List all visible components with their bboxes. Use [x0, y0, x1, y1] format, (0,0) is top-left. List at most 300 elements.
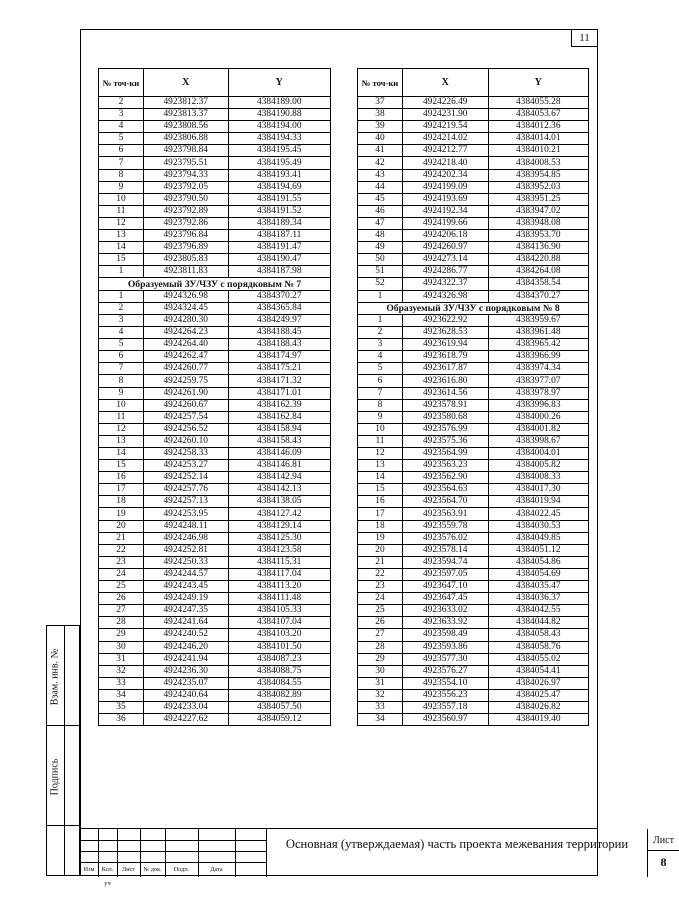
table-row: [358, 496, 589, 508]
x-cell: 4924236.30: [143, 665, 228, 677]
x-cell: 4923578.14: [402, 544, 488, 556]
y-cell: 4384162.84: [228, 411, 330, 423]
point-number-cell: 41: [358, 145, 403, 157]
table-row: [99, 653, 331, 665]
table-row: [358, 351, 589, 363]
point-number-cell: 29: [99, 629, 144, 641]
x-cell: 4923792.86: [143, 217, 228, 229]
point-number-cell: 7: [99, 157, 144, 169]
point-number-cell: 7: [99, 363, 144, 375]
y-cell: 4384220.88: [488, 254, 588, 266]
table-row: [358, 653, 589, 665]
table-row: [99, 641, 331, 653]
x-cell: 4923796.89: [143, 242, 228, 254]
point-number-cell: 26: [99, 593, 144, 605]
y-cell: 4384058.76: [488, 641, 588, 653]
sidebar-label-vzam: Взам. инв. №: [49, 648, 61, 706]
table-row: [358, 532, 589, 544]
point-number-cell: 8: [358, 399, 403, 411]
y-cell: 4384194.69: [228, 181, 330, 193]
sheet-label: Лист: [653, 835, 674, 846]
point-number-cell: 14: [99, 242, 144, 254]
point-number-cell: 36: [99, 714, 144, 726]
x-cell: 4924241.64: [143, 617, 228, 629]
y-cell: 4384171.01: [228, 387, 330, 399]
table-row: [99, 472, 331, 484]
y-cell: 4384189.34: [228, 217, 330, 229]
y-cell: 4384044.82: [488, 617, 588, 629]
y-cell: 4384010.21: [488, 145, 588, 157]
table-row: [358, 689, 589, 701]
stamp-header-signature: Подп.: [173, 866, 190, 873]
table-row: [358, 278, 589, 290]
y-cell: 4383948.08: [488, 217, 588, 229]
stamp-header-list: Лист: [122, 866, 135, 873]
x-cell: 4923575.36: [402, 435, 488, 447]
table-row: [99, 460, 331, 472]
x-cell: 4924227.62: [143, 714, 228, 726]
point-number-cell: 44: [358, 181, 403, 193]
y-cell: 4384053.67: [488, 109, 588, 121]
x-cell: 4924243.45: [143, 581, 228, 593]
point-number-cell: 5: [358, 363, 403, 375]
section-heading: Образуемый ЗУ/ЧЗУ с порядковым № 7: [99, 278, 331, 290]
point-number-cell: 10: [99, 193, 144, 205]
point-number-cell: 42: [358, 157, 403, 169]
table-row: [99, 714, 331, 726]
x-cell: 4923628.53: [402, 327, 488, 339]
x-cell: 4924256.52: [143, 423, 228, 435]
table-row: [99, 363, 331, 375]
table-row: [99, 520, 331, 532]
coordinates-table-left: [98, 68, 331, 726]
x-cell: 4923563.23: [402, 460, 488, 472]
x-cell: 4923792.89: [143, 205, 228, 217]
x-cell: 4923577.30: [402, 653, 488, 665]
point-number-cell: 45: [358, 193, 403, 205]
table-row: [99, 327, 331, 339]
table-row: [99, 448, 331, 460]
table-row: [99, 568, 331, 580]
point-number-cell: 21: [99, 532, 144, 544]
point-number-cell: 33: [99, 677, 144, 689]
x-cell: 4924246.98: [143, 532, 228, 544]
point-number-cell: 12: [358, 448, 403, 460]
y-cell: 4384025.47: [488, 689, 588, 701]
x-cell: 4924231.90: [402, 109, 488, 121]
sidebar-label-podpis: Подпись: [49, 758, 61, 796]
y-cell: 4383951.25: [488, 193, 588, 205]
y-cell: 4384264.08: [488, 266, 588, 278]
point-number-cell: 22: [358, 568, 403, 580]
x-cell: 4924212.77: [402, 145, 488, 157]
y-cell: 4383998.67: [488, 435, 588, 447]
table-row: [99, 217, 331, 229]
point-number-cell: 6: [358, 375, 403, 387]
x-cell: 4924199.09: [402, 181, 488, 193]
y-cell: 4383978.97: [488, 387, 588, 399]
point-number-cell: 15: [99, 460, 144, 472]
table-row: [358, 508, 589, 520]
point-number-cell: 32: [99, 665, 144, 677]
point-number-cell: 2: [99, 97, 144, 109]
x-cell: 4923576.02: [402, 532, 488, 544]
point-number-cell: 33: [358, 701, 403, 713]
x-cell: 4923598.49: [402, 629, 488, 641]
x-cell: 4924235.07: [143, 677, 228, 689]
point-number-cell: 3: [99, 314, 144, 326]
point-number-cell: 46: [358, 205, 403, 217]
y-cell: 4384189.00: [228, 97, 330, 109]
point-number-cell: 25: [358, 605, 403, 617]
y-cell: 4384026.82: [488, 701, 588, 713]
table-row: [99, 701, 331, 713]
y-cell: 4384187.98: [228, 266, 330, 278]
y-cell: 4384188.45: [228, 327, 330, 339]
y-cell: 4384193.41: [228, 169, 330, 181]
point-number-cell: 4: [99, 121, 144, 133]
table-row: [99, 205, 331, 217]
point-number-cell: 52: [358, 278, 403, 290]
y-cell: 4384057.50: [228, 701, 330, 713]
table-row: [99, 508, 331, 520]
y-cell: 4384042.55: [488, 605, 588, 617]
x-cell: 4923593.86: [402, 641, 488, 653]
point-number-cell: 1: [99, 290, 144, 302]
point-number-cell: 13: [99, 230, 144, 242]
y-cell: 4384142.13: [228, 484, 330, 496]
point-number-cell: 40: [358, 133, 403, 145]
table-row: [358, 230, 589, 242]
x-cell: 4924286.77: [402, 266, 488, 278]
table-row: [358, 556, 589, 568]
x-cell: 4924326.98: [402, 290, 488, 302]
x-cell: 4924253.95: [143, 508, 228, 520]
table-row: [99, 375, 331, 387]
table-row: [99, 387, 331, 399]
x-cell: 4924218.40: [402, 157, 488, 169]
point-number-cell: 14: [358, 472, 403, 484]
y-cell: 4384008.33: [488, 472, 588, 484]
table-row: [358, 435, 589, 447]
title-block-row-line: [80, 851, 266, 852]
table-row: [358, 472, 589, 484]
stamp-header-date: Дата: [210, 866, 223, 873]
x-cell: 4923564.70: [402, 496, 488, 508]
y-cell: 4384022.45: [488, 508, 588, 520]
point-number-cell: 16: [99, 472, 144, 484]
table-row: [99, 532, 331, 544]
y-cell: 4384195.49: [228, 157, 330, 169]
table-row: [99, 254, 331, 266]
point-number-cell: 25: [99, 581, 144, 593]
point-number-cell: 4: [99, 327, 144, 339]
table-row: [358, 460, 589, 472]
point-number-cell: 15: [358, 484, 403, 496]
sidebar-label-column: [47, 826, 65, 875]
point-number-cell: 9: [99, 387, 144, 399]
x-cell: 4923790.50: [143, 193, 228, 205]
point-number-cell: 35: [99, 701, 144, 713]
point-number-cell: 31: [99, 653, 144, 665]
y-cell: 4384019.94: [488, 496, 588, 508]
x-cell: 4924264.23: [143, 327, 228, 339]
table-row: [99, 435, 331, 447]
point-number-cell: 27: [99, 605, 144, 617]
x-cell: 4923811.83: [143, 266, 228, 278]
point-number-cell: 18: [99, 496, 144, 508]
x-cell: 4923578.91: [402, 399, 488, 411]
y-cell: 4384188.43: [228, 339, 330, 351]
point-number-cell: 47: [358, 217, 403, 229]
x-cell: 4923564.99: [402, 448, 488, 460]
table-row: [99, 109, 331, 121]
x-cell: 4924260.67: [143, 399, 228, 411]
table-row: [99, 411, 331, 423]
point-number-cell: 31: [358, 677, 403, 689]
y-cell: 4384051.12: [488, 544, 588, 556]
x-cell: 4924259.75: [143, 375, 228, 387]
table-row: [358, 714, 589, 726]
y-cell: 4383966.99: [488, 351, 588, 363]
y-cell: 4384138.05: [228, 496, 330, 508]
x-cell: 4924219.54: [402, 121, 488, 133]
point-number-cell: 17: [358, 508, 403, 520]
point-number-cell: 5: [99, 339, 144, 351]
table-row: [99, 496, 331, 508]
point-number-cell: 5: [99, 133, 144, 145]
y-cell: 4384365.84: [228, 302, 330, 314]
table-row: [99, 266, 331, 278]
table-row: [358, 193, 589, 205]
section-row: [358, 302, 589, 314]
x-cell: 4923576.27: [402, 665, 488, 677]
table-row: [99, 629, 331, 641]
y-cell: 4384008.53: [488, 157, 588, 169]
x-cell: 4923794.33: [143, 169, 228, 181]
table-row: [358, 605, 589, 617]
column-header-x: X: [143, 69, 228, 97]
table-row: [99, 230, 331, 242]
x-cell: 4924199.66: [402, 217, 488, 229]
y-cell: 4384190.47: [228, 254, 330, 266]
y-cell: 4384014.01: [488, 133, 588, 145]
point-number-cell: 2: [358, 327, 403, 339]
point-number-cell: 34: [358, 714, 403, 726]
point-number-cell: 19: [358, 532, 403, 544]
point-number-cell: 28: [99, 617, 144, 629]
x-cell: 4923798.84: [143, 145, 228, 157]
point-number-cell: 18: [358, 520, 403, 532]
y-cell: 4384101.50: [228, 641, 330, 653]
table-row: [358, 363, 589, 375]
x-cell: 4923796.84: [143, 230, 228, 242]
y-cell: 4384059.12: [228, 714, 330, 726]
table-row: [358, 411, 589, 423]
column-header-x: X: [402, 69, 488, 97]
table-row: [99, 581, 331, 593]
table-row: [358, 290, 589, 302]
y-cell: 4384004.01: [488, 448, 588, 460]
y-cell: 4384158.94: [228, 423, 330, 435]
approval-sidebar: [46, 625, 80, 876]
point-number-cell: 8: [99, 169, 144, 181]
stamp-header-kol-uch: Кол. уч: [101, 866, 114, 887]
x-cell: 4923556.23: [402, 689, 488, 701]
x-cell: 4924324.45: [143, 302, 228, 314]
x-cell: 4923618.79: [402, 351, 488, 363]
table-row: [358, 375, 589, 387]
title-block: [80, 828, 674, 887]
table-row: [99, 145, 331, 157]
sidebar-label-column: [47, 726, 65, 825]
table-row: [358, 423, 589, 435]
y-cell: 4383961.48: [488, 327, 588, 339]
table-row: [358, 665, 589, 677]
table-row: [358, 205, 589, 217]
y-cell: 4384158.43: [228, 435, 330, 447]
x-cell: 4924233.04: [143, 701, 228, 713]
table-row: [99, 423, 331, 435]
y-cell: 4383947.02: [488, 205, 588, 217]
table-row: [358, 181, 589, 193]
table-row: [99, 181, 331, 193]
stamp-header-izm: Изм: [83, 866, 95, 873]
y-cell: 4384195.45: [228, 145, 330, 157]
point-number-cell: 10: [99, 399, 144, 411]
y-cell: 4384049.85: [488, 532, 588, 544]
x-cell: 4923619.94: [402, 339, 488, 351]
y-cell: 4384030.53: [488, 520, 588, 532]
sheet-number: 8: [660, 855, 667, 869]
x-cell: 4924261.90: [143, 387, 228, 399]
point-number-cell: 34: [99, 689, 144, 701]
y-cell: 4384187.11: [228, 230, 330, 242]
point-number-cell: 30: [99, 641, 144, 653]
y-cell: 4383974.34: [488, 363, 588, 375]
point-number-cell: 29: [358, 653, 403, 665]
x-cell: 4923806.88: [143, 133, 228, 145]
point-number-cell: 13: [99, 435, 144, 447]
x-cell: 4924273.14: [402, 254, 488, 266]
x-cell: 4924246.20: [143, 641, 228, 653]
point-number-cell: 20: [99, 520, 144, 532]
x-cell: 4923647.10: [402, 581, 488, 593]
table-row: [358, 242, 589, 254]
x-cell: 4923622.92: [402, 314, 488, 326]
sidebar-label-column: [47, 626, 65, 725]
y-cell: 4384105.33: [228, 605, 330, 617]
y-cell: 4384358.54: [488, 278, 588, 290]
x-cell: 4924240.64: [143, 689, 228, 701]
y-cell: 4384058.43: [488, 629, 588, 641]
x-cell: 4924260.97: [402, 242, 488, 254]
y-cell: 4384370.27: [488, 290, 588, 302]
y-cell: 4384084.55: [228, 677, 330, 689]
y-cell: 4384123.58: [228, 544, 330, 556]
y-cell: 4384171.32: [228, 375, 330, 387]
y-cell: 4384162.39: [228, 399, 330, 411]
x-cell: 4924252.81: [143, 544, 228, 556]
table-row: [99, 556, 331, 568]
x-cell: 4923594.74: [402, 556, 488, 568]
table-row: [99, 617, 331, 629]
sheet-separator: [648, 850, 679, 851]
table-row: [358, 617, 589, 629]
point-number-cell: 2: [99, 302, 144, 314]
x-cell: 4924247.35: [143, 605, 228, 617]
coordinates-table-right: [357, 68, 589, 726]
table-row: [99, 399, 331, 411]
y-cell: 4384082.89: [228, 689, 330, 701]
point-number-cell: 11: [99, 205, 144, 217]
y-cell: 4384174.97: [228, 351, 330, 363]
x-cell: 4924244.57: [143, 568, 228, 580]
point-number-cell: 27: [358, 629, 403, 641]
y-cell: 4384036.37: [488, 593, 588, 605]
point-number-cell: 24: [358, 593, 403, 605]
table-row: [358, 314, 589, 326]
table-row: [99, 193, 331, 205]
x-cell: 4923805.83: [143, 254, 228, 266]
x-cell: 4924206.18: [402, 230, 488, 242]
x-cell: 4923554.10: [402, 677, 488, 689]
x-cell: 4924214.02: [402, 133, 488, 145]
y-cell: 4384107.04: [228, 617, 330, 629]
x-cell: 4924260.77: [143, 363, 228, 375]
table-row: [99, 314, 331, 326]
x-cell: 4924258.33: [143, 448, 228, 460]
point-number-cell: 23: [358, 581, 403, 593]
y-cell: 4384191.55: [228, 193, 330, 205]
x-cell: 4923813.37: [143, 109, 228, 121]
table-row: [99, 484, 331, 496]
table-row: [358, 387, 589, 399]
x-cell: 4924248.11: [143, 520, 228, 532]
point-number-cell: 20: [358, 544, 403, 556]
y-cell: 4384017.30: [488, 484, 588, 496]
y-cell: 4384146.81: [228, 460, 330, 472]
point-number-cell: 13: [358, 460, 403, 472]
y-cell: 4384088.75: [228, 665, 330, 677]
y-cell: 4384054.69: [488, 568, 588, 580]
x-cell: 4923580.68: [402, 411, 488, 423]
point-number-cell: 9: [99, 181, 144, 193]
table-row: [99, 97, 331, 109]
table-row: [99, 351, 331, 363]
y-cell: 4384005.82: [488, 460, 588, 472]
table-row: [358, 339, 589, 351]
table-row: [358, 629, 589, 641]
x-cell: 4924252.14: [143, 472, 228, 484]
x-cell: 4923614.56: [402, 387, 488, 399]
y-cell: 4383977.07: [488, 375, 588, 387]
x-cell: 4923633.92: [402, 617, 488, 629]
table-row: [358, 581, 589, 593]
table-row: [99, 544, 331, 556]
y-cell: 4384055.02: [488, 653, 588, 665]
x-cell: 4924326.98: [143, 290, 228, 302]
point-number-cell: 11: [358, 435, 403, 447]
table-row: [358, 484, 589, 496]
table-row: [358, 133, 589, 145]
y-cell: 4384115.31: [228, 556, 330, 568]
table-row: [358, 121, 589, 133]
x-cell: 4923808.56: [143, 121, 228, 133]
x-cell: 4924322.37: [402, 278, 488, 290]
point-number-cell: 6: [99, 351, 144, 363]
x-cell: 4923559.78: [402, 520, 488, 532]
